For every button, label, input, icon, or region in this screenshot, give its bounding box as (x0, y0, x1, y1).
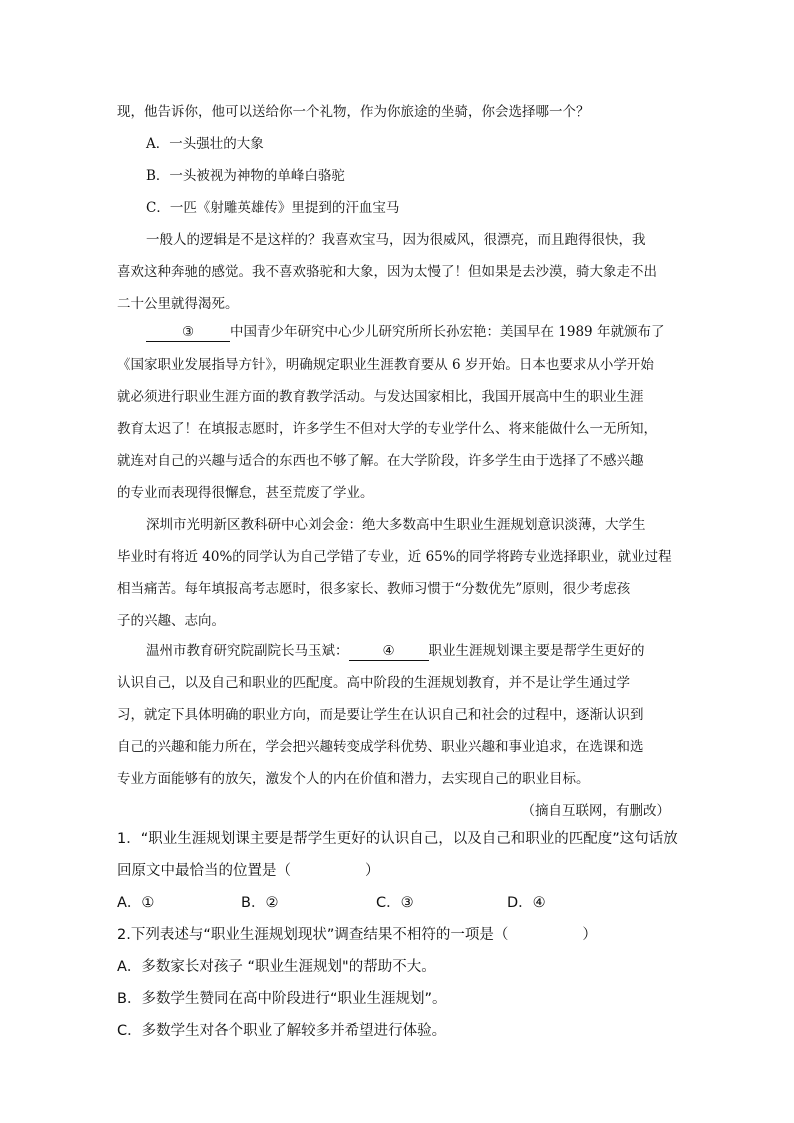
para4-line: 专业方面能够有的放矢，激发个人的内在价值和潜力，去实现自己的职业目标。 (117, 771, 590, 787)
para4-line: 习，就定下具体明确的职业方向，而是要让学生在认识自己和社会的过程中，逐渐认识到 (117, 707, 644, 723)
para4-speaker: 温州市教育研究院副院长马玉斌： (146, 643, 349, 659)
q2-stem-text: 2.下列表述与“职业生涯规划现状”调查结果不相符的一项是（ (117, 927, 509, 943)
para1-line: 二十公里就得渴死。 (117, 296, 239, 312)
para2-line: 《国家职业发展指导方针》，明确规定职业生涯教育要从 6 岁开始。日本也要求从小学开始 (117, 357, 654, 373)
q1-stem-line2 (117, 861, 380, 881)
para2-speaker-text: 中国青少年研究中心少儿研究所所长孙宏艳：美国早在 1989 年就颁布了 (230, 324, 665, 340)
q1-option-c: C．③ (376, 895, 414, 911)
para2-line: 教育太迟了！在填报志愿时，许多学生不但对大学的专业学什么、将来能做什么一无所知， (117, 421, 657, 437)
q1-stem: 1．“职业生涯规划课主要是帮学生更好的认识自己，以及自己和职业的匹配度”这句话放 (117, 831, 678, 847)
para3-line: 毕业时有将近 40%的同学认为自己学错了专业，近 65%的同学将跨专业选择职业，就业过程 (117, 549, 672, 565)
para4-line: 认识自己，以及自己和职业的匹配度。高中阶段的生涯规划教育，并不是让学生通过学 (117, 675, 630, 691)
q1-stem-text: 回原文中最恰当的位置是（ (117, 863, 291, 879)
q1-option-b: B．② (241, 895, 279, 911)
q1-option-d: D．④ (507, 895, 546, 911)
choice-a: A．一头强壮的大象 (146, 136, 264, 152)
para2-line: 的专业而表现得很懈怠，甚至荒废了学业。 (117, 485, 374, 501)
para2-line (146, 322, 664, 342)
para2-line: 就必须进行职业生涯方面的教育教学活动。与发达国家相比，我国开展高中生的职业生涯 (117, 389, 644, 405)
q1-paren-close: ） (365, 863, 380, 879)
para3-line: 深圳市光明新区教科研中心刘会金：绝大多数高中生职业生涯规划意识淡薄，大学生 (146, 517, 646, 533)
para4-line (146, 641, 645, 661)
q2-option-a: A．多数家长对孩子 “职业生涯规划"的帮助不大。 (117, 959, 436, 975)
q2-stem (117, 925, 597, 945)
q1-option-a: A．① (117, 895, 155, 911)
q2-option-c: C．多数学生对各个职业了解较多并希望进行体验。 (117, 1023, 447, 1039)
intro-line: 现，他告诉你，他可以送给你一个礼物，作为你旅途的坐骑，你会选择哪一个？ (117, 104, 590, 120)
source-note: （摘自互联网，有删改） (521, 803, 670, 819)
q2-paren-close: ） (582, 927, 597, 943)
para2-line: 就连对自己的兴趣与适合的东西也不够了解。在大学阶段，许多学生由于选择了不感兴趣 (117, 453, 644, 469)
para3-line: 子的兴趣、志向。 (117, 613, 225, 629)
para1-line: 一般人的逻辑是不是这样的？我喜欢宝马，因为很威风，很漂亮，而且跑得很快，我 (146, 232, 646, 248)
blank-4: ④ (349, 642, 429, 661)
para4-text: 职业生涯规划课主要是帮学生更好的 (428, 643, 645, 659)
choice-c: C．一匹《射雕英雄传》里提到的汗血宝马 (146, 200, 400, 216)
para1-line: 喜欢这种奔驰的感觉。我不喜欢骆驼和大象，因为太慢了！但如果是去沙漠，骑大象走不出 (117, 264, 657, 280)
para3-line: 相当痛苦。每年填报高考志愿时，很多家长、教师习惯于“分数优先”原则，很少考虑孩 (117, 581, 631, 597)
choice-b: B．一头被视为神物的单峰白骆驼 (146, 168, 345, 184)
blank-3: ③ (146, 323, 230, 342)
q2-option-b: B．多数学生赞同在高中阶段进行“职业生涯规划”。 (117, 991, 447, 1007)
para4-line: 自己的兴趣和能力所在，学会把兴趣转变成学科优势、职业兴趣和事业追求，在选课和选 (117, 739, 644, 755)
